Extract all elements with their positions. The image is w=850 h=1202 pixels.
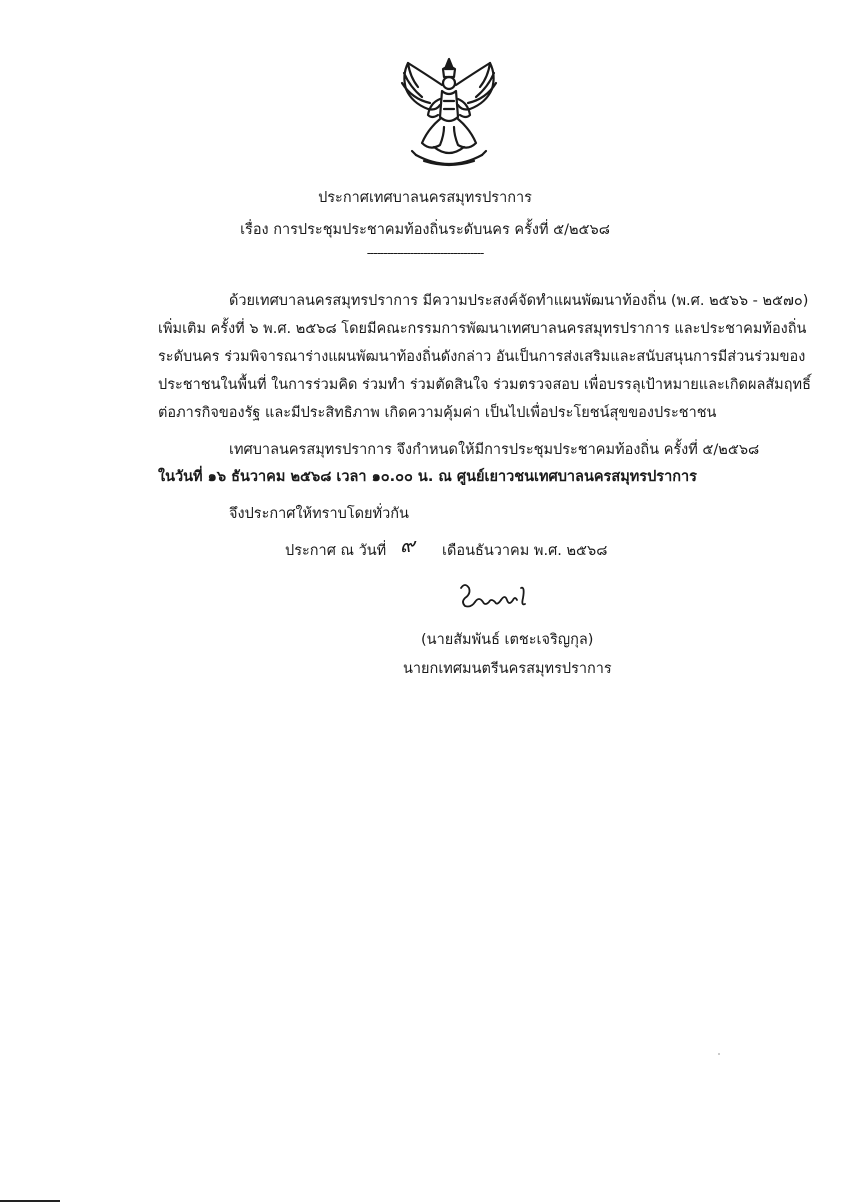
announcement-title: ประกาศเทศบาลนครสมุทรปราการ [318,190,532,206]
garuda-emblem-icon [394,55,504,173]
para2-line1: เทศบาลนครสมุทรปราการ จึงกำหนดให้มีการประชุมประชาคมท้องถิ่น ครั้งที่ ๕/๒๕๖๘ [229,442,760,458]
para1-line5: ต่อภารกิจของรัฐ และมีประสิทธิภาพ เกิดความคุ้มค่า เป็นไปเพื่อประโยชน์สุขของประชาชน [158,405,717,421]
handwritten-signature [455,578,535,612]
para1-line4: ประชาชนในพื้นที่ ในการร่วมคิด ร่วมทำ ร่วมตัดสินใจ ร่วมตรวจสอบ เพื่อบรรลุเป้าหมายและเกิดผลสัมฤทธิ์ [158,377,811,393]
signatory-position: นายกเทศมนตรีนครสมุทรปราการ [403,661,612,677]
para2-line2-meeting-details: ในวันที่ ๑๖ ธันวาคม ๒๕๖๘ เวลา ๑๐.๐๐ น. ณ ศูนย์เยาวชนเทศบาลนครสมุทรปราการ [158,469,697,485]
signatory-name: (นายสัมพันธ์ เตชะเจริญกุล) [421,632,594,648]
para1-line1: ด้วยเทศบาลนครสมุทรปราการ มีความประสงค์จัดทำแผนพัฒนาท้องถิ่น (พ.ศ. ๒๕๖๖ - ๒๕๗๐) [229,293,809,309]
para1-line3: ระดับนคร ร่วมพิจารณาร่างแผนพัฒนาท้องถิ่นดังกล่าว อันเป็นการส่งเสริมและสนับสนุนการมีส่วนร่วมของ [158,349,806,365]
dateline-suffix: เดือนธันวาคม พ.ศ. ๒๕๖๘ [442,543,608,559]
dateline-day-handwritten: ๙ [400,533,415,557]
announce-line: จึงประกาศให้ทราบโดยทั่วกัน [229,506,409,522]
para1-line2: เพิ่มเติม ครั้งที่ ๖ พ.ศ. ๒๕๖๘ โดยมีคณะกรรมการพัฒนาเทศบาลนครสมุทรปราการ และประชาคมท้องถิ่น [158,321,807,337]
scan-speck [718,1053,720,1055]
dateline-prefix: ประกาศ ณ วันที่ [285,543,387,559]
announcement-subject: เรื่อง การประชุมประชาคมท้องถิ่นระดับนคร ครั้งที่ ๕/๒๕๖๘ [240,222,610,238]
header-divider: ----------------------------------- [366,246,484,260]
